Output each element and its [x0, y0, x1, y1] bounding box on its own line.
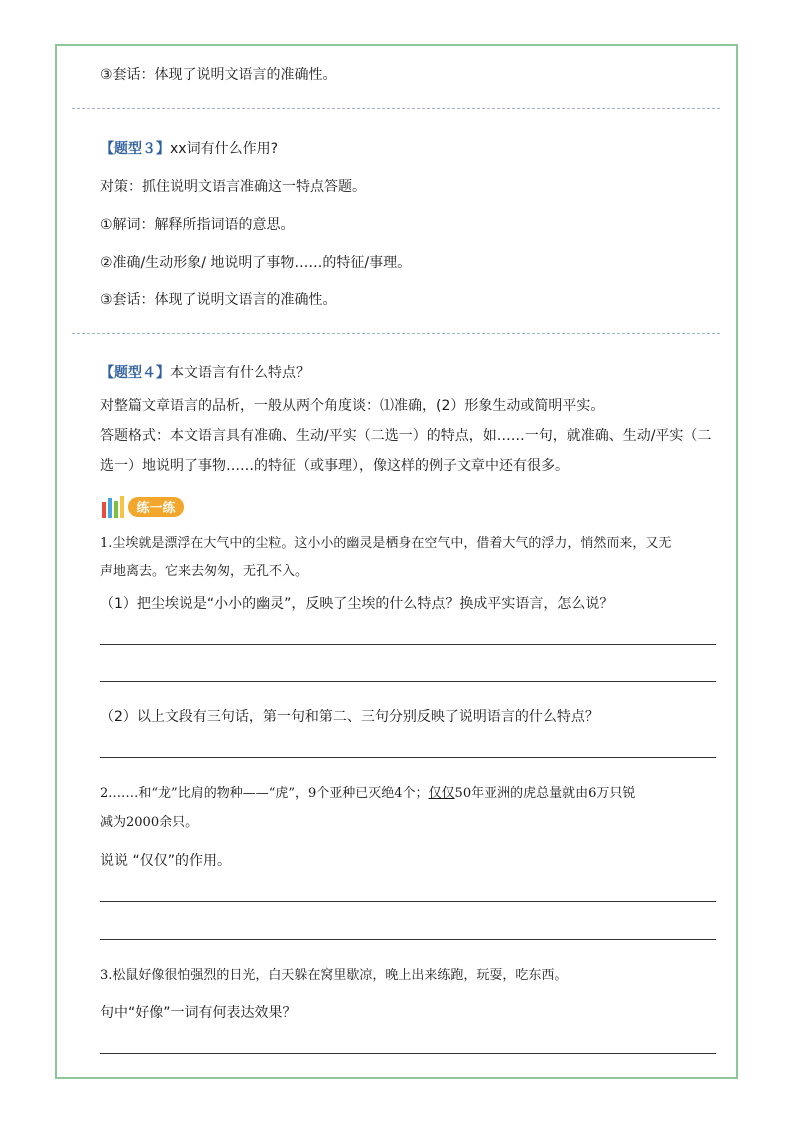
type3-step-2: ②准确/生动形象/ 地说明了事物……的特征/事理。 — [100, 255, 412, 271]
type3-strategy: 对策：抓住说明文语言准确这一特点答题。 — [100, 179, 366, 195]
q3-text: 3.松鼠好像很怕强烈的日光，白天躲在窝里歇凉，晚上出来练跑，玩耍，吃东西。 — [100, 968, 568, 983]
answer-line[interactable] — [100, 757, 716, 758]
answer-line[interactable] — [100, 901, 716, 902]
pencil-icon — [114, 501, 118, 518]
answer-line[interactable] — [100, 644, 716, 645]
type3-step-3: ③套话：体现了说明文语言的准确性。 — [100, 292, 337, 308]
q2-text-a — [100, 782, 635, 801]
q1-sub-2: （2）以上文段有三句话，第一句和第二、三句分别反映了说明语言的什么特点？ — [100, 709, 599, 725]
q2-text-a-part1: 2.……和“龙”比肩的物种——“虎”，9个亚种已灭绝4个； — [100, 786, 429, 801]
type3-tag: 【题型３】 — [100, 141, 170, 157]
type4-paragraph-2a: 答题格式：本文语言具有准确、生动/平实（二选一）的特点，如……一句，就准确、生动/平实（二 — [100, 428, 712, 444]
q2-text-a-part2: 50年亚洲的虎总量就由6万只锐 — [454, 786, 636, 801]
section-divider — [72, 333, 720, 334]
type4-tag: 【题型４】 — [100, 365, 170, 381]
practice-badge — [100, 492, 188, 520]
type4-question: 本文语言有什么特点？ — [170, 365, 310, 381]
pencil-icon — [120, 496, 124, 518]
q2-text-b: 减为2000余只。 — [100, 815, 199, 830]
q2-prompt: 说说 “仅仅”的作用。 — [100, 853, 231, 869]
answer-line[interactable] — [100, 1053, 716, 1054]
q1-text-b: 声地离去。它来去匆匆，无孔不入。 — [100, 564, 309, 579]
pencil-icon — [102, 502, 106, 518]
pencil-icon — [108, 498, 112, 518]
q2-underlined-word: 仅仅 — [428, 786, 455, 801]
type3-question: xx词有什么作用? — [170, 141, 279, 157]
answer-line[interactable] — [100, 939, 716, 940]
type3-heading — [100, 138, 278, 158]
section-divider — [72, 108, 720, 109]
q3-prompt: 句中“好像”一词有何表达效果？ — [100, 1005, 297, 1021]
q1-text-a: 1.尘埃就是漂浮在大气中的尘粒。这小小的幽灵是栖身在空气中，借着大气的浮力，悄然而来，又无 — [100, 536, 672, 551]
answer-line[interactable] — [100, 681, 716, 682]
practice-badge-label: 练一练 — [136, 501, 176, 516]
type4-paragraph-1: 对整篇文章语言的品析，一般从两个角度谈：⑴准确，(2）形象生动或简明平实。 — [100, 398, 605, 414]
q1-sub-1: （1）把尘埃说是“小小的幽灵”，反映了尘埃的什么特点？换成平实语言，怎么说？ — [100, 596, 614, 612]
prev-tip-3: ③套话：体现了说明文语言的准确性。 — [100, 67, 337, 83]
type4-heading — [100, 362, 310, 382]
type3-step-1: ①解词：解释所指词语的意思。 — [100, 217, 295, 233]
type4-paragraph-2b: 选一）地说明了事物……的特征（或事理），像这样的例子文章中还有很多。 — [100, 458, 569, 474]
